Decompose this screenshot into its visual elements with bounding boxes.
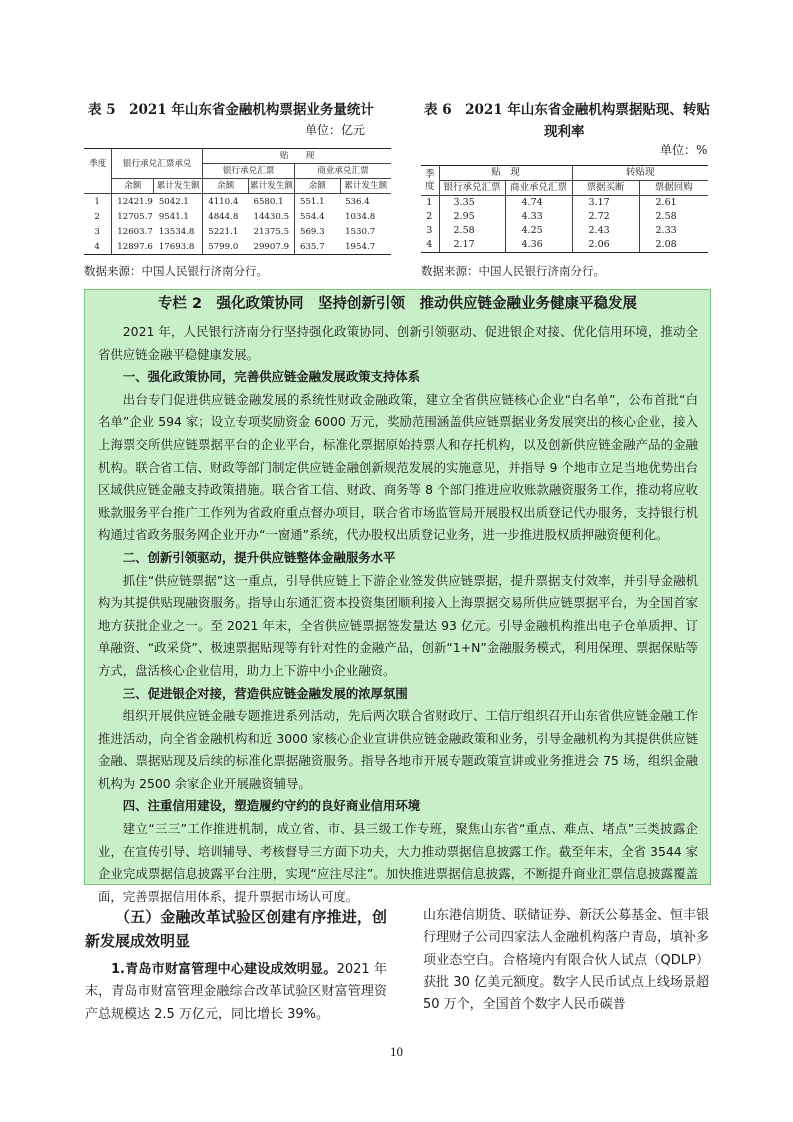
t6-head-rediscount: 转贴现: [572, 166, 708, 181]
t5-cell: 29907.9: [253, 241, 290, 252]
right-column: [423, 905, 709, 1016]
t5-cell: 5042.1: [158, 196, 189, 207]
t6-head-season-a: 季: [424, 168, 435, 180]
box-paragraph-1: 出台专门促进供应链金融发展的系统性财政金融政策，建立全省供应链核心企业“白名单”，公布首批“白名单”企业 594 家；设立专项奖励资金 6000 万元，奖励范围涵盖供应链票据业务发展突出的核心企业，接入上海票交所供应链票据平台的企业平台，标准化票据原始持票人和存托机构，以及创新供应链金融产品的金融机构。联合省工信、财政等部门制定供应链金融创新规范发展的实施意见，并指导 9 个地市立足当地优势出台区域供应链金融支持政策措施。联合省工信、财政、商务等 8 个部门推进应收账款融资服务工作，推动将应收账款服务平台推广工作列为省政府重点督办项目，联合省市场监管局开展股权出质登记代办服务，支持银行机构通过省政务服务网企业开办“一窗通”系统，代办股权出质登记业务，进一步推进股权质押融资便利化。: [98, 391, 698, 543]
feature-box-title: 专栏 2 强化政策协同 坚持创新引领 推动供应链金融业务健康平稳发展: [157, 296, 638, 312]
t6-cell: 2.17: [439, 238, 505, 253]
t5-cell: 554.4: [294, 209, 340, 224]
t6-cell: 3.35: [439, 196, 505, 211]
t6-cell: 2.08: [639, 238, 708, 253]
t5-head-acceptance: 银行承兑汇票承兑: [112, 149, 203, 179]
t6-cell: 4.74: [505, 196, 572, 211]
t5-cell: 5221.1: [203, 224, 249, 239]
t6-head-bank-bill: 银行承兑汇票: [439, 181, 505, 196]
table6: [421, 165, 708, 253]
table-row: [421, 210, 708, 224]
t6-cell: 3.17: [572, 196, 639, 211]
t5-cell: 12421.9: [112, 194, 154, 210]
box-paragraph-3: 组织开展供应链金融专题推进系列活动，先后两次联合省财政厅、工信厅组织召开山东省供应链金融工作推进活动，向全省金融机构和近 3000 家核心企业宣讲供应链金融政策和业务，引导金融机构为其提供供应链金融、票据贴现及后续的标准化票据融资服务。指导各地市开展专题政策宣讲或业务推进会 75 场，组织金融机构为 2500 余家企业开展融资辅导。: [98, 708, 698, 791]
table6-unit: 单位：%: [660, 143, 708, 157]
t5-cell: 1034.8: [345, 211, 376, 222]
t6-head-repo: 票据回购: [639, 181, 708, 196]
t5-head-balance: 余额: [294, 179, 340, 194]
t5-cell: 4110.4: [203, 194, 249, 210]
t6-cell: 2.95: [439, 210, 505, 224]
t5-cell: 1530.7: [345, 226, 376, 237]
t5-head-season: 季度: [89, 158, 107, 169]
table-row: [421, 196, 708, 211]
t6-cell: 2.58: [439, 224, 505, 238]
t6-cell: 2.72: [572, 210, 639, 224]
left-column: [85, 905, 387, 1026]
table5-unit: 单位：亿元: [305, 123, 366, 137]
table5-caption: 表 5 2021 年山东省金融机构票据业务量统计: [88, 102, 374, 118]
t6-head-discount: 贴 现: [439, 166, 572, 181]
t6-cell: 2.58: [639, 210, 708, 224]
table-row: [84, 224, 391, 239]
t5-head-balance: 余额: [203, 179, 249, 194]
section-heading: （五）金融改革试验区创建有序推进，创新发展成效明显: [85, 908, 387, 950]
t5-head-cumulative: 累计发生额: [340, 179, 391, 194]
t5-cell: 17693.8: [158, 241, 195, 252]
table-row: [84, 209, 391, 224]
table6-caption-line1: 表 6 2021 年山东省金融机构票据贴现、转贴: [424, 102, 710, 118]
box-intro-paragraph: 2021 年，人民银行济南分行坚持强化政策协同、创新引领驱动、促进银企对接、优化信用环境，推动全省供应链金融平稳健康发展。: [98, 324, 698, 362]
t5-cell: 21375.5: [253, 226, 290, 237]
table-row: [84, 239, 391, 255]
right-column-paragraph: 山东港信期货、联储证券、新沃公募基金、恒丰银行理财子公司四家法人金融机构落户青岛，填补多项业态空白。合格境内有限合伙人试点（QDLP）获批 30 亿美元额度。数字人民币试点上线场景超 50 万个，全国首个数字人民币碳普: [423, 908, 710, 1013]
t5-head-cumulative: 累计发生额: [154, 179, 203, 194]
t6-head-buy: 票据买断: [572, 181, 639, 196]
t6-head-commercial-bill: 商业承兑汇票: [505, 181, 572, 196]
box-heading-4: 四、注重信用建设，塑造履约守约的良好商业信用环境: [122, 798, 421, 814]
paragraph-lead: 1.青岛市财富管理中心建设成效明显。: [111, 962, 337, 977]
t5-cell: 12705.7: [112, 209, 154, 224]
t6-cell: 2.43: [572, 224, 639, 238]
box-paragraph-2: 抓住“供应链票据”这一重点，引导供应链上下游企业签发供应链票据，提升票据支付效率，并引导金融机构为其提供贴现融资服务。指导山东通汇资本投资集团顺利接入上海票据交易所供应链票据平台，为全国首家地方获批企业之一。至 2021 年末，全省供应链票据签发量达 93 亿元。引导金融机构推出电子仓单质押、订单融资、“政采贷”、极速票据贴现等有针对性的金融产品，创新“1+N”金融服务模式，利用保理、票据保贴等方式，盘活核心企业信用，助力上下游中小企业融资。: [98, 572, 698, 678]
table5: [84, 148, 391, 255]
table6-caption-line2: 现利率: [544, 124, 585, 140]
t5-cell: 1954.7: [345, 241, 376, 252]
t5-cell: 9541.1: [158, 211, 189, 222]
box-heading-3: 三、促进银企对接，营造供应链金融发展的浓厚氛围: [122, 685, 408, 701]
t6-cell: 4.36: [505, 238, 572, 253]
t5-cell: 551.1: [294, 194, 340, 210]
table-row: [84, 194, 391, 210]
t5-head-balance: 余额: [112, 179, 154, 194]
t6-cell: 2: [426, 211, 433, 222]
t6-cell: 4.33: [505, 210, 572, 224]
t6-cell: 4: [426, 239, 433, 250]
t6-head-season-b: 度: [424, 180, 435, 192]
box-heading-1: 一、强化政策协同，完善供应链金融发展政策支持体系: [122, 369, 421, 385]
t6-cell: 1: [426, 197, 433, 208]
t5-cell: 1: [94, 196, 100, 207]
t6-head-season: [421, 166, 439, 196]
t6-cell: 4.25: [505, 224, 572, 238]
t5-head-bank-bill: 银行承兑汇票: [203, 164, 295, 179]
t5-cell: 6580.1: [253, 196, 284, 207]
table-row: [421, 224, 708, 238]
t5-cell: 13534.8: [158, 226, 195, 237]
paragraph-rest: 2021 年末，青岛市财富管理金融综合改革试验区财富管理资产总规模达 2.5 万亿元，同比增长 39%。: [85, 962, 388, 1022]
table6-source: 数据来源：中国人民银行济南分行。: [421, 264, 605, 278]
t6-cell: 3: [426, 225, 433, 236]
t5-cell: 3: [94, 226, 100, 237]
t6-cell: 2.06: [572, 238, 639, 253]
t5-head-discount: 贴 现: [203, 149, 391, 164]
table5-source: 数据来源：中国人民银行济南分行。: [84, 264, 268, 278]
feature-box-body: [85, 321, 710, 908]
t5-cell: 12603.7: [112, 224, 154, 239]
t5-cell: 635.7: [294, 239, 340, 255]
page-number: 10: [390, 1044, 403, 1059]
t5-cell: 536.4: [345, 196, 370, 207]
t5-cell: 12897.6: [112, 239, 154, 255]
t6-cell: 2.61: [639, 196, 708, 211]
t5-head-commercial-bill: 商业承兑汇票: [294, 164, 391, 179]
t5-head-cumulative: 累计发生额: [249, 179, 295, 194]
box-heading-2: 二、创新引领驱动，提升供应链整体金融服务水平: [122, 549, 396, 565]
t5-cell: 4: [94, 241, 100, 252]
feature-box: [84, 289, 711, 904]
t6-cell: 2.33: [639, 224, 708, 238]
box-paragraph-4: 建立“三三”工作推进机制，成立省、市、县三级工作专班，聚焦山东省“重点、难点、堵点”三类披露企业，在宣传引导、培训辅导、考核督导三方面下功夫，大力推动票据信息披露工作。截至年末，全省 3544 家企业完成票据信息披露平台注册，实现“应注尽注”。加快推进票据信息披露，不断提升商业汇票信息披露覆盖面，完善票据信用体系，提升票据市场认可度。: [98, 821, 698, 904]
t5-cell: 5799.0: [203, 239, 249, 255]
t5-cell: 14430.5: [253, 211, 290, 222]
t5-cell: 2: [94, 211, 100, 222]
t5-cell: 4844.8: [203, 209, 249, 224]
t5-cell: 569.3: [294, 224, 340, 239]
table-row: [421, 238, 708, 253]
left-column-paragraph: [85, 959, 387, 1026]
